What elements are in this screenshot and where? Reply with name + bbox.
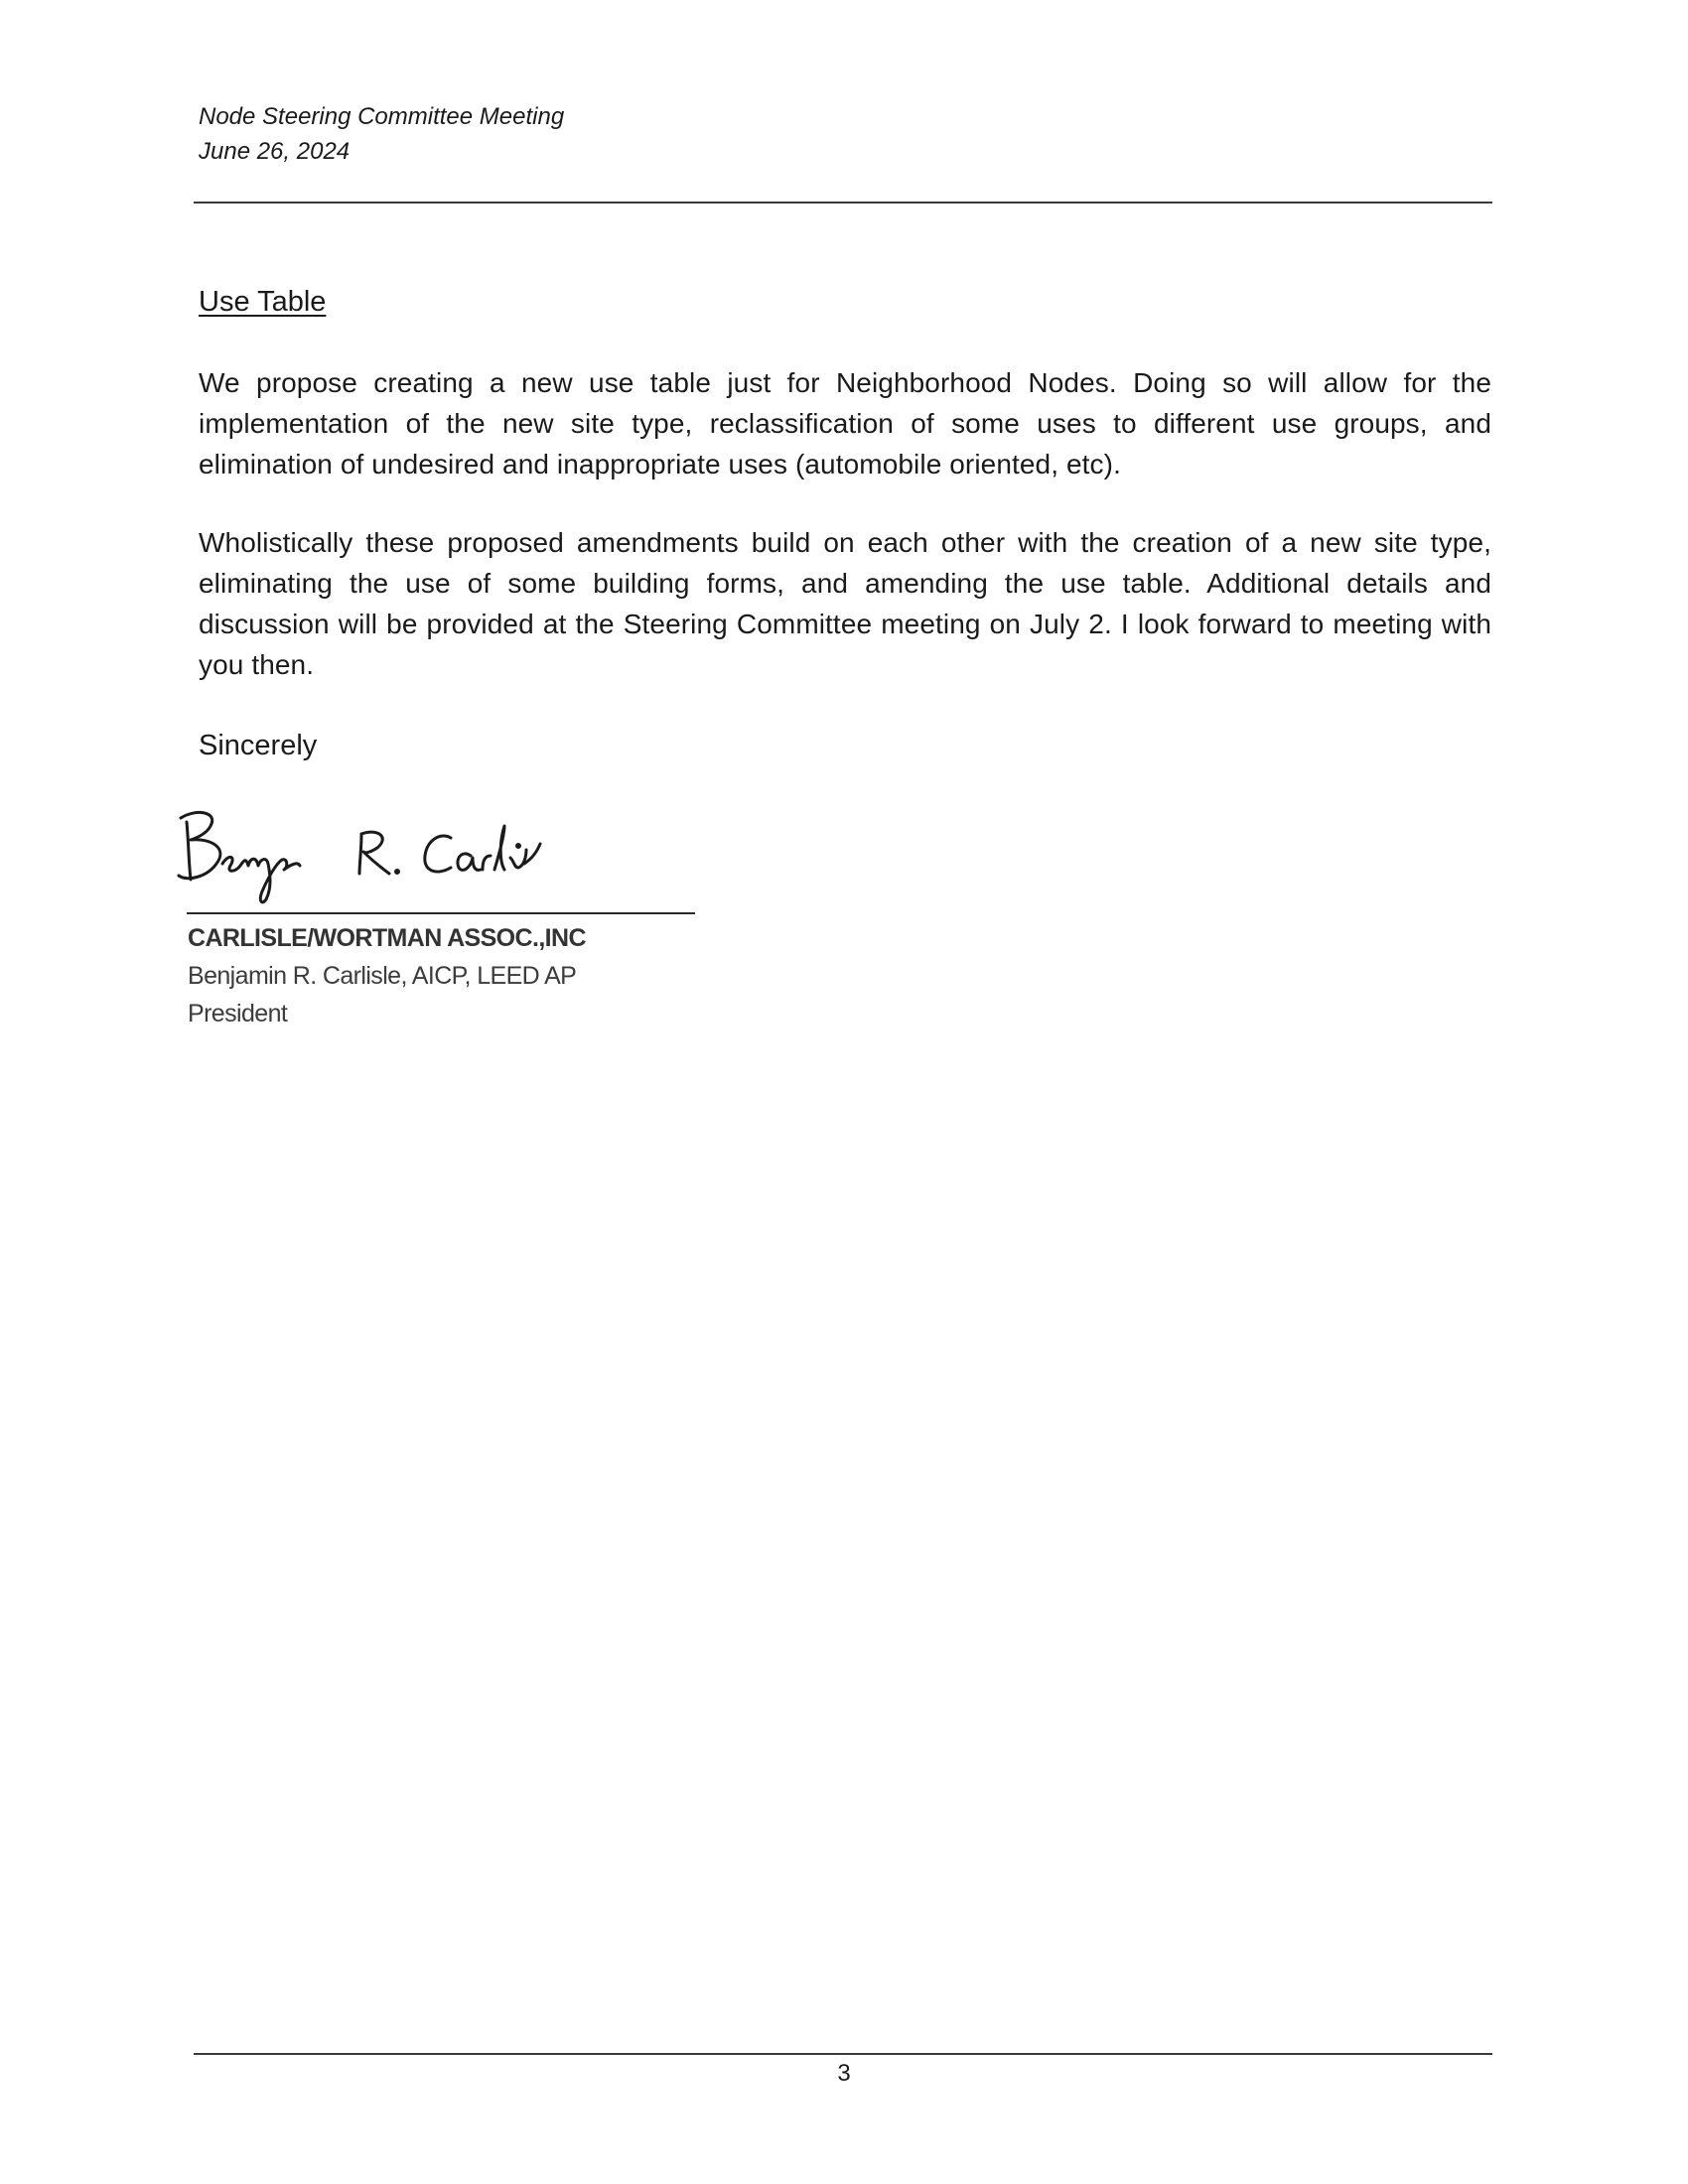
company-name: CARLISLE/WORTMAN ASSOC.,INC [188, 924, 586, 952]
signature-line [187, 912, 695, 914]
body-paragraph: We propose creating a new use table just for Neighborhood Nodes. Doing so will allow for the implementation of the new site type, reclassification of some uses to different use groups, and elimination of undesired and inappropriate uses (automobile oriented, etc). [199, 367, 1491, 479]
handwritten-signature [177, 804, 574, 913]
signer-name: Benjamin R. Carlisle, AICP, LEED AP [188, 962, 577, 990]
meeting-date: June 26, 2024 [199, 138, 351, 165]
page-number: 3 [837, 2060, 851, 2087]
section-heading: Use Table [199, 286, 327, 318]
signature-block [188, 919, 586, 1032]
meeting-title: Node Steering Committee Meeting [199, 103, 565, 130]
running-header [199, 99, 564, 169]
footer-divider [194, 2053, 1492, 2055]
closing-salutation: Sincerely [199, 730, 318, 761]
body-paragraph: Wholistically these proposed amendments build on each other with the creation of a new site type, eliminating the use of some building forms, and amending the use table. Additional details and discussion will be provided at the Steering Committee meeting on July 2. I look forward to meeting with you then. [199, 527, 1491, 680]
header-divider [194, 202, 1492, 204]
signer-title: President [188, 1000, 288, 1027]
